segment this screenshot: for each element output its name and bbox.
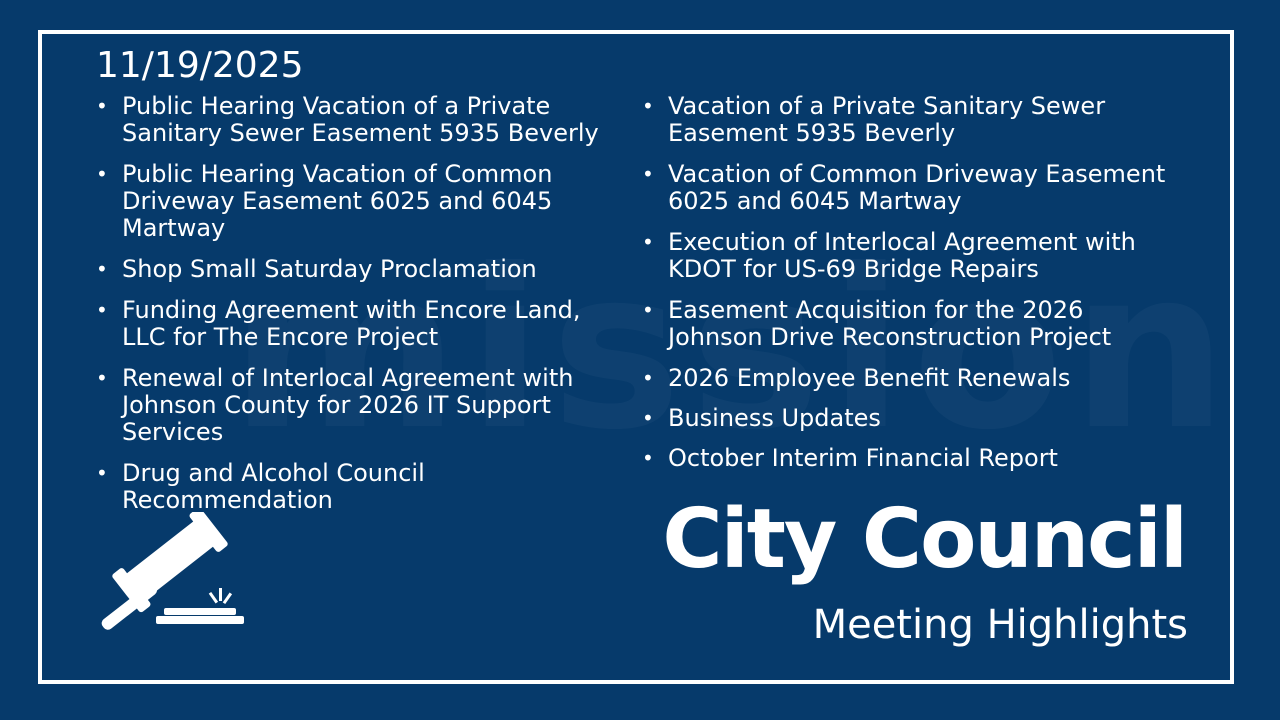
agenda-item: • 2026 Employee Benefit Renewals xyxy=(642,365,1182,392)
agenda-item: • Business Updates xyxy=(642,405,1182,432)
agenda-item: • Drug and Alcohol Council Recommendation xyxy=(96,460,616,514)
gavel-icon xyxy=(86,512,256,640)
agenda-item: • Easement Acquisition for the 2026 Johnson Drive Reconstruction Project xyxy=(642,297,1182,351)
agenda-item: • October Interim Financial Report xyxy=(642,445,1182,472)
page-subtitle: Meeting Highlights xyxy=(812,602,1188,648)
agenda-list-left xyxy=(96,93,616,528)
agenda-item: • Renewal of Interlocal Agreement with Johnson County for 2026 IT Support Services xyxy=(96,365,616,446)
page-title: City Council xyxy=(662,492,1186,587)
agenda-item: • Vacation of a Private Sanitary Sewer Easement 5935 Beverly xyxy=(642,93,1182,147)
agenda-item: • Vacation of Common Driveway Easement 6025 and 6045 Martway xyxy=(642,161,1182,215)
agenda-list-right xyxy=(642,93,1182,485)
agenda-item: • Public Hearing Vacation of a Private Sanitary Sewer Easement 5935 Beverly xyxy=(96,93,616,147)
agenda-item: • Public Hearing Vacation of Common Driveway Easement 6025 and 6045 Martway xyxy=(96,161,616,242)
meeting-date: 11/19/2025 xyxy=(96,45,304,86)
agenda-item: • Shop Small Saturday Proclamation xyxy=(96,256,616,283)
agenda-item: • Execution of Interlocal Agreement with KDOT for US-69 Bridge Repairs xyxy=(642,229,1182,283)
agenda-item: • Funding Agreement with Encore Land, LLC for The Encore Project xyxy=(96,297,616,351)
